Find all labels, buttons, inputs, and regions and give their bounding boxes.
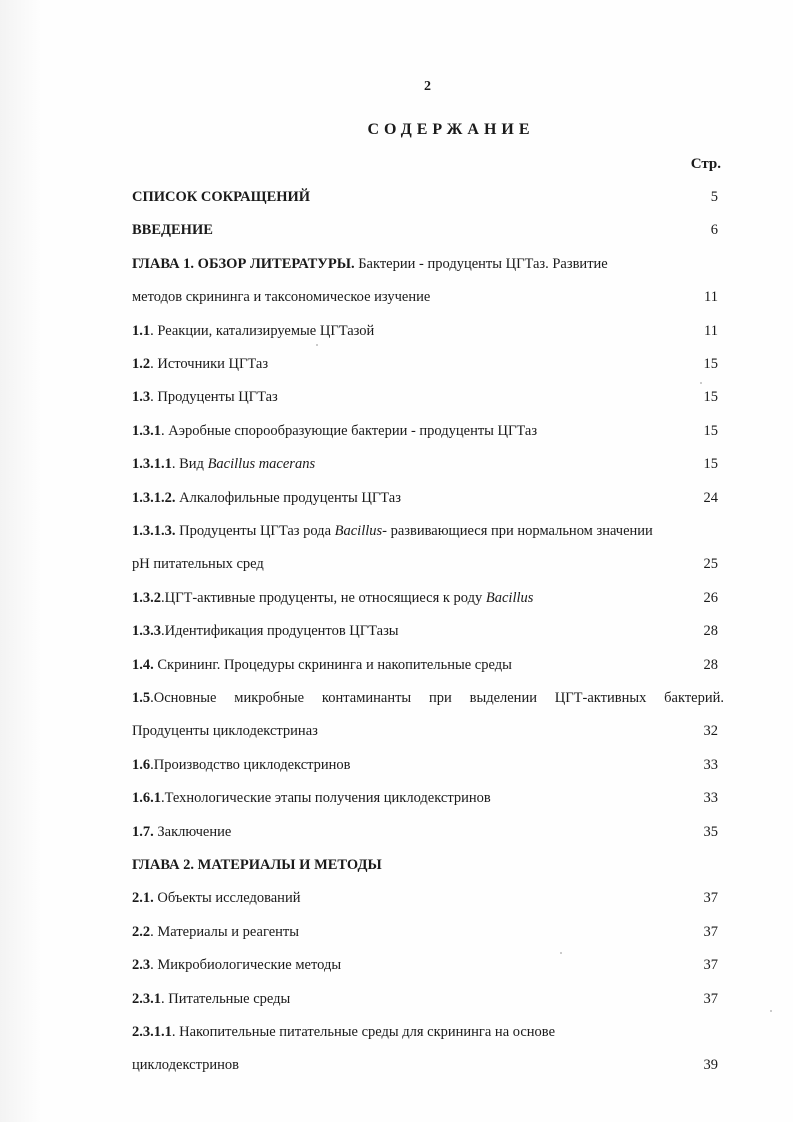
toc-entry-line: [132, 1024, 555, 1040]
toc-entry: [132, 952, 724, 978]
toc-entry-text: .Основные микробные контаминанты при выделении ЦГТ-активных бактерий.: [150, 690, 724, 706]
toc-entry-line: [132, 857, 382, 873]
toc-entry-text: . Источники ЦГТаз: [150, 356, 269, 372]
toc-entry-number: 2.3.1: [132, 990, 161, 1007]
scan-speck: [316, 344, 318, 346]
toc-entry-line: [132, 323, 374, 339]
toc-entry-text: Алкалофильные продуценты ЦГТаз: [175, 489, 401, 506]
toc-entry-number: 2.3.1.1: [132, 1024, 172, 1040]
toc-entry-number: 1.3.1.2.: [132, 489, 176, 506]
toc-entry-number: 1.6: [132, 756, 151, 773]
toc-entry-text: Заключение: [153, 823, 232, 840]
toc-entry-page: 28: [703, 623, 718, 640]
toc-entry-line: [132, 924, 299, 940]
toc-entry-page: 37: [703, 957, 718, 974]
toc-entry-number: 1.3.3: [132, 623, 161, 640]
toc-entry-page: 28: [703, 656, 718, 673]
toc-entry-line: [132, 790, 491, 806]
toc-entry-number: 1.4.: [132, 656, 154, 673]
toc-entry-line: [132, 356, 268, 372]
toc-entry-line: [132, 556, 264, 572]
toc-entry-line: [132, 389, 278, 405]
toc-entry-text: . Реакции, катализируемые ЦГТазой: [150, 322, 375, 339]
toc-entry-number: 1.3.1.3.: [132, 523, 176, 539]
toc-entry: [132, 885, 724, 911]
toc-entry-text: .Технологические этапы получения циклодекстринов: [161, 790, 491, 807]
toc-entry: [132, 251, 724, 277]
toc-entry-line: [132, 523, 653, 539]
toc-entry: [132, 451, 724, 477]
toc-entry: [132, 1019, 724, 1045]
toc-entry-line: [132, 456, 315, 472]
toc-entry-text: Скрининг. Процедуры скрининга и накопительные среды: [153, 656, 512, 673]
toc-entry-text: методов скрининга и таксономическое изучение: [132, 289, 431, 306]
toc-entry-number: 1.5: [132, 690, 151, 706]
toc-entry-number: ГЛАВА 1. ОБЗОР ЛИТЕРАТУРЫ.: [132, 255, 355, 272]
toc-entry-text: . Вид: [171, 456, 208, 473]
toc-entry: [132, 1052, 724, 1078]
toc-entry-number: 1.3.2: [132, 589, 161, 606]
toc-entry-page: 15: [703, 456, 718, 473]
toc-entry: [132, 284, 724, 310]
toc-entry-number: 2.1.: [132, 890, 154, 907]
toc-entry-text: . Продуценты ЦГТаз: [150, 389, 278, 406]
toc-entry: [132, 752, 724, 778]
toc-entry-line: [132, 890, 300, 906]
toc-entry-text: циклодекстринов: [132, 1057, 239, 1074]
toc-entry-page: 37: [703, 990, 718, 1007]
toc-entry: [132, 652, 724, 678]
toc-entry-line: [132, 991, 290, 1007]
toc-entry-page: 15: [703, 422, 718, 439]
toc-entry-text: СПИСОК СОКРАЩЕНИЙ: [132, 189, 311, 205]
toc-entry-line: [132, 685, 724, 711]
toc-entry: [132, 184, 724, 210]
toc-entry-line: [132, 222, 213, 238]
toc-entry-page: 37: [703, 890, 718, 907]
toc-entry-page: 11: [704, 322, 718, 339]
toc-entry: [132, 986, 724, 1012]
toc-entry-text: pH питательных сред: [132, 556, 264, 573]
page-column-header: Стр.: [690, 156, 721, 172]
toc-entry-line: [132, 490, 401, 506]
toc-entry-line: [132, 590, 533, 606]
toc-entry-page: 11: [704, 289, 718, 306]
toc-entry: [132, 351, 724, 377]
toc-entry-line: [132, 757, 351, 773]
toc-entry-text: . Накопительные питательные среды для скрининга на основе: [171, 1024, 556, 1040]
toc-entry-page: 32: [703, 723, 718, 740]
toc-entry-line: [132, 723, 318, 739]
toc-entry: [132, 217, 724, 243]
toc-entry-number: 2.3: [132, 957, 151, 974]
toc-entry-number: 2.2: [132, 923, 151, 940]
toc-entry: [132, 418, 724, 444]
toc-entry: [132, 551, 724, 577]
toc-entry-page: 37: [703, 923, 718, 940]
toc-entry: [132, 819, 724, 845]
toc-entry-text: ВВЕДЕНИЕ: [132, 222, 213, 239]
toc-entry-page: 15: [703, 389, 718, 406]
toc-entry-number: 1.7.: [132, 823, 154, 840]
toc-entry-text: .Идентификация продуцентов ЦГТазы: [161, 623, 399, 640]
toc-entry: [132, 618, 724, 644]
toc-entry-line: [132, 623, 399, 639]
toc-entry-number: 1.1: [132, 322, 151, 339]
toc-entry-text: - развивающиеся при нормальном значении: [382, 523, 653, 539]
toc-entry-page: 24: [703, 489, 718, 506]
scan-shadow: [0, 0, 42, 1122]
toc-entry-text: .ЦГТ-активные продуценты, не относящиеся к роду: [161, 589, 486, 606]
toc-entry: [132, 518, 724, 544]
toc-entry-page: 39: [703, 1057, 718, 1074]
toc-entry-text: . Питательные среды: [161, 990, 291, 1007]
toc-entry-species: Bacillus: [334, 523, 383, 539]
toc-entry-page: 33: [703, 790, 718, 807]
toc-entry-text: . Микробиологические методы: [150, 957, 342, 974]
toc-entry-number: 1.6.1: [132, 790, 161, 807]
toc-title: СОДЕРЖАНИЕ: [367, 121, 535, 138]
toc-entry-page: 25: [703, 556, 718, 573]
toc-entry-page: 35: [703, 823, 718, 840]
toc-entry-line: [132, 657, 512, 673]
toc-entry: [132, 384, 724, 410]
toc-entry-line: [132, 256, 608, 272]
scan-speck: [770, 1010, 772, 1012]
toc-entry: [132, 685, 724, 711]
toc-entry: [132, 718, 724, 744]
toc-entry: [132, 485, 724, 511]
toc-entry: [132, 919, 724, 945]
toc-entry-text: Продуценты ЦГТаз рода: [175, 523, 335, 539]
toc-entry: [132, 585, 724, 611]
toc-entry-text: . Аэробные спорообразующие бактерии - продуценты ЦГТаз: [161, 422, 538, 439]
toc-entry-number: 1.3.1.1: [132, 456, 172, 473]
toc-entry-text: .Производство циклодекстринов: [150, 756, 351, 773]
toc-entry-text: Продуценты циклодекстриназ: [132, 723, 318, 740]
toc-entry-line: [132, 957, 341, 973]
scan-speck: [560, 952, 562, 954]
toc-entry-text: . Материалы и реагенты: [150, 923, 299, 940]
toc-entry-text: Объекты исследований: [153, 890, 301, 907]
toc-entry-page: 5: [710, 189, 718, 205]
toc-entry-line: [132, 824, 231, 840]
toc-entry-number: 1.3.1: [132, 422, 161, 439]
toc-entry-line: [132, 189, 310, 205]
toc-entry-species: Bacillus macerans: [207, 456, 316, 473]
toc-entry: [132, 852, 724, 878]
scan-speck: [700, 382, 702, 384]
toc-entry-species: Bacillus: [485, 589, 534, 606]
toc-entry-page: 6: [710, 222, 718, 239]
toc-entry-line: [132, 1057, 239, 1073]
toc-entry-page: 15: [703, 356, 718, 372]
toc-entry-number: 1.2: [132, 356, 151, 372]
toc-entry-number: 1.3: [132, 389, 151, 406]
toc-entry-text: Бактерии - продуценты ЦГТаз. Развитие: [354, 255, 608, 272]
toc-entry-line: [132, 289, 430, 305]
toc-entry-number: ГЛАВА 2. МАТЕРИАЛЫ И МЕТОДЫ: [132, 857, 382, 873]
toc-entry: [132, 785, 724, 811]
toc-entry-page: 26: [703, 589, 718, 606]
toc-entry: [132, 318, 724, 344]
toc-entry-page: 33: [703, 756, 718, 773]
toc-entry-line: [132, 423, 537, 439]
page-number: 2: [424, 79, 431, 94]
